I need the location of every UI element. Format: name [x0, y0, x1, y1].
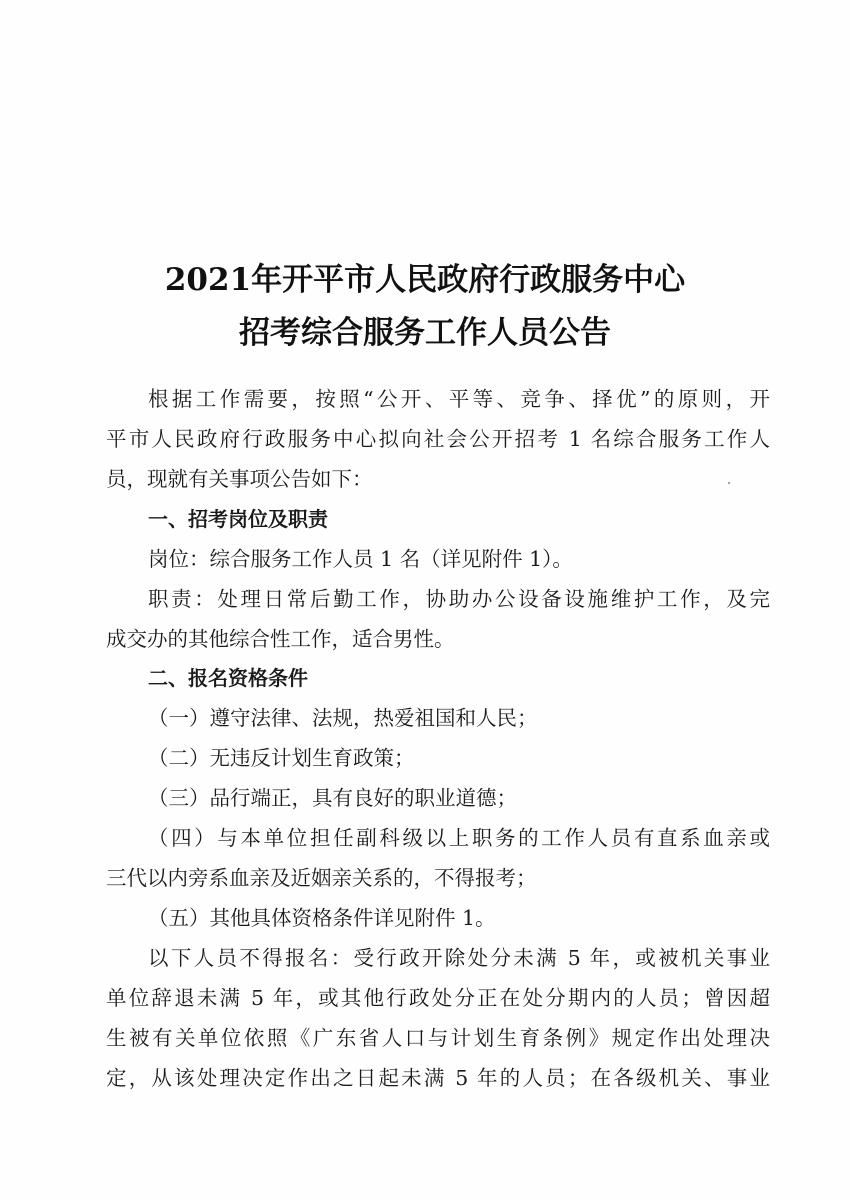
section-2-item-3: （三）品行端正，具有良好的职业道德；	[148, 786, 517, 810]
section-2-item-1: （一）遵守法律、法规，热爱祖国和人民；	[148, 706, 538, 730]
exclusions-line-3: 生被有关单位依照《广东省人口与计划生育条例》规定作出处理决	[106, 1026, 770, 1050]
intro-paragraph-line-1: 根据工作需要，按照“公开、平等、竞争、择优”的原则，开	[148, 387, 770, 411]
document-title-line-1: 2021年开平市人民政府行政服务中心	[164, 262, 686, 298]
exclusions-line-1: 以下人员不得报名：受行政开除处分未满 5 年，或被机关事业	[148, 946, 770, 970]
scan-speck	[728, 482, 730, 484]
intro-paragraph-line-2: 平市人民政府行政服务中心拟向社会公开招考 1 名综合服务工作人	[106, 427, 770, 451]
section-2-item-4-line-1: （四）与本单位担任副科级以上职务的工作人员有直系血亲或	[148, 826, 770, 850]
exclusions-line-4: 定，从该处理决定作出之日起未满 5 年的人员；在各级机关、事业	[106, 1066, 770, 1090]
exclusions-line-2: 单位辞退未满 5 年，或其他行政处分正在处分期内的人员；曾因超	[106, 986, 770, 1010]
section-2-item-5: （五）其他具体资格条件详见附件 1。	[148, 906, 496, 930]
section-2-item-2: （二）无违反计划生育政策；	[148, 746, 415, 770]
intro-paragraph-line-3: 员，现就有关事项公告如下：	[106, 467, 373, 491]
section-1-duty-line-1: 职责：处理日常后勤工作，协助办公设备设施维护工作，及完	[148, 587, 770, 611]
section-1-duty-line-2: 成交办的其他综合性工作，适合男性。	[106, 627, 455, 651]
section-1-position: 岗位：综合服务工作人员 1 名（详见附件 1）。	[148, 547, 573, 571]
section-1-heading: 一、招考岗位及职责	[148, 507, 328, 531]
section-2-item-4-line-2: 三代以内旁系血亲及近姻亲关系的，不得报考；	[106, 866, 537, 890]
section-2-heading: 二、报名资格条件	[148, 666, 308, 690]
document-title-line-2: 招考综合服务工作人员公告	[239, 315, 611, 351]
